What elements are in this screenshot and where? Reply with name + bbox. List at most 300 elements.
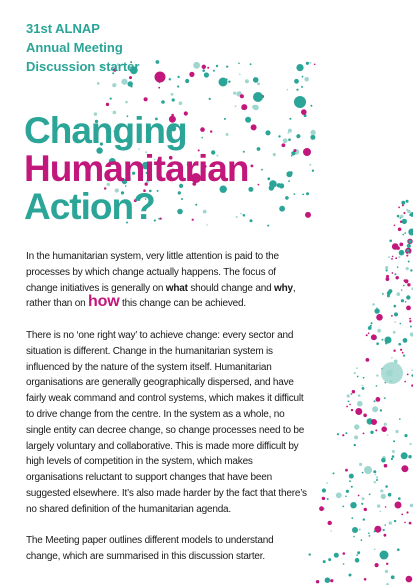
decorative-dot <box>349 474 354 479</box>
decorative-dot <box>403 355 405 357</box>
decorative-dot <box>356 367 358 369</box>
decorative-dot <box>351 409 353 411</box>
decorative-dot <box>322 497 325 500</box>
decorative-dot <box>294 193 296 195</box>
decorative-dot <box>391 357 393 359</box>
decorative-dot <box>357 551 360 554</box>
decorative-dot <box>408 240 412 244</box>
decorative-dot <box>385 570 388 573</box>
decorative-dot <box>351 393 353 395</box>
decorative-dot <box>309 553 311 555</box>
decorative-dot <box>406 209 408 211</box>
decorative-dot <box>380 551 389 560</box>
decorative-dot <box>306 192 309 195</box>
decorative-dot <box>228 81 230 83</box>
decorative-dot <box>302 194 304 196</box>
decorative-dot <box>404 279 408 283</box>
decorative-dot <box>383 529 385 531</box>
decorative-dot <box>376 374 378 376</box>
decorative-dot <box>354 372 356 374</box>
decorative-dot <box>392 272 394 274</box>
decorative-dot <box>267 177 270 180</box>
decorative-dot <box>392 256 394 258</box>
header-line-type: Discussion starter <box>26 59 140 74</box>
decorative-dot <box>171 93 174 96</box>
decorative-dot <box>362 497 365 500</box>
header-line-meeting: Annual Meeting <box>26 40 123 55</box>
decorative-dot <box>328 558 331 561</box>
decorative-dot <box>314 64 316 66</box>
decorative-dot <box>288 132 290 134</box>
decorative-dot <box>169 78 171 80</box>
decorative-dot <box>253 77 259 83</box>
decorative-dot <box>410 443 412 445</box>
decorative-dot <box>309 164 311 166</box>
decorative-dot <box>364 466 372 474</box>
decorative-dot <box>179 101 183 105</box>
decorative-dot <box>323 560 326 563</box>
decorative-dot <box>376 385 378 387</box>
decorative-dot <box>406 306 411 311</box>
decorative-dot <box>410 326 412 328</box>
decorative-dot <box>253 92 263 102</box>
decorative-dot <box>371 322 373 324</box>
decorative-dot <box>248 187 253 192</box>
decorative-dot <box>342 506 344 508</box>
decorative-dot <box>396 246 400 250</box>
decorative-dot <box>406 576 413 583</box>
title-line-3: Action? <box>24 186 155 227</box>
decorative-dot <box>351 517 353 519</box>
decorative-dot <box>189 72 194 77</box>
decorative-dot <box>310 105 312 107</box>
decorative-dot <box>316 580 319 583</box>
decorative-dot <box>301 86 303 88</box>
decorative-dot <box>325 577 331 583</box>
decorative-dot <box>312 170 314 172</box>
decorative-dot <box>388 289 392 293</box>
decorative-dot <box>288 138 291 141</box>
decorative-dot <box>233 92 236 95</box>
decorative-dot <box>407 374 409 376</box>
decorative-dot <box>384 464 388 468</box>
decorative-dot <box>403 212 405 214</box>
decorative-dot <box>389 521 392 524</box>
decorative-dot <box>393 350 395 352</box>
decorative-dot <box>395 502 402 509</box>
decorative-dot <box>347 394 350 397</box>
decorative-dot <box>384 397 386 399</box>
decorative-dot <box>391 575 395 579</box>
decorative-dot <box>407 283 410 286</box>
decorative-dot <box>374 481 376 483</box>
decorative-dot <box>310 130 315 135</box>
decorative-dot <box>346 406 348 408</box>
decorative-dot <box>381 494 386 499</box>
decorative-dot <box>353 536 355 538</box>
decorative-dot <box>403 338 408 343</box>
decorative-dot <box>401 452 408 459</box>
decorative-dot <box>405 301 407 303</box>
decorative-dot <box>303 148 311 156</box>
decorative-dot <box>384 524 386 526</box>
decorative-dot <box>395 257 397 259</box>
decorative-dot <box>374 549 376 551</box>
decorative-dot <box>342 434 344 436</box>
decorative-dot <box>352 527 358 533</box>
emphasis-how: how <box>88 293 120 311</box>
decorative-dot <box>394 273 396 275</box>
decorative-dot <box>252 105 257 110</box>
decorative-dot <box>364 508 367 511</box>
decorative-dot <box>257 147 261 151</box>
decorative-dot <box>309 62 311 64</box>
decorative-dot <box>387 434 389 436</box>
decorative-dot <box>394 312 398 316</box>
decorative-dot <box>251 165 254 168</box>
decorative-dot <box>305 212 311 218</box>
title-line-2: Humanitarian <box>24 148 249 189</box>
decorative-dot <box>322 488 326 492</box>
decorative-dot <box>396 276 399 279</box>
decorative-dot <box>110 98 112 100</box>
decorative-dot <box>351 486 353 488</box>
decorative-dot <box>408 455 411 458</box>
decorative-dot <box>362 387 365 390</box>
decorative-dot <box>269 180 277 188</box>
decorative-dot <box>261 169 263 171</box>
decorative-dot <box>368 332 370 334</box>
decorative-dot <box>362 472 364 474</box>
decorative-dot <box>380 489 383 492</box>
decorative-dot <box>226 66 228 68</box>
decorative-dot <box>393 440 395 442</box>
decorative-dot <box>129 76 132 79</box>
decorative-dot <box>278 135 280 137</box>
decorative-dot <box>391 315 393 317</box>
decorative-dot <box>358 495 360 497</box>
decorative-dot <box>400 323 402 325</box>
decorative-dot <box>328 521 332 525</box>
decorative-dot <box>389 240 392 243</box>
decorative-dot <box>293 149 296 152</box>
decorative-dot <box>296 89 298 91</box>
decorative-dot <box>349 404 351 406</box>
decorative-dot <box>408 253 410 255</box>
decorative-dot <box>288 129 292 133</box>
decorative-dot <box>330 579 333 582</box>
decorative-dot <box>391 458 393 460</box>
header-line-event: 31st ALNAP <box>26 21 100 36</box>
decorative-dot <box>368 326 372 330</box>
decorative-dot <box>361 539 363 541</box>
decorative-dot <box>406 267 409 270</box>
decorative-dot <box>288 180 290 182</box>
decorative-dot <box>207 67 209 69</box>
decorative-dot <box>241 104 247 110</box>
decorative-dot <box>128 81 133 86</box>
decorative-dot <box>350 502 356 508</box>
decorative-dot <box>377 504 380 507</box>
decorative-dot <box>97 82 100 85</box>
decorative-dot <box>155 72 166 83</box>
decorative-dot <box>370 325 372 327</box>
decorative-dot <box>402 352 404 354</box>
decorative-dot <box>250 219 253 222</box>
decorative-dot <box>366 358 370 362</box>
decorative-dot <box>354 444 356 446</box>
decorative-dot <box>156 60 160 64</box>
decorative-dot <box>361 503 363 505</box>
decorative-dot <box>336 492 342 498</box>
decorative-dot <box>401 299 404 302</box>
decorative-dot <box>371 334 377 340</box>
decorative-dot <box>296 134 300 138</box>
decorative-dot <box>397 215 400 218</box>
decorative-dot <box>406 511 408 513</box>
decorative-dot <box>374 400 376 402</box>
decorative-dot <box>400 349 402 351</box>
decorative-dot <box>401 201 405 205</box>
decorative-dot <box>294 79 299 84</box>
decorative-dot <box>177 76 179 78</box>
decorative-dot <box>374 530 376 532</box>
decorative-dot <box>289 118 291 120</box>
decorative-dot <box>358 394 361 397</box>
decorative-dot <box>368 532 370 534</box>
decorative-dot <box>376 476 378 478</box>
decorative-dot <box>209 98 211 100</box>
event-header <box>26 19 139 76</box>
decorative-dot <box>396 292 400 296</box>
decorative-dot <box>372 303 375 306</box>
decorative-dot <box>381 362 403 384</box>
decorative-dot <box>402 219 407 224</box>
decorative-dot <box>304 77 309 82</box>
decorative-dot <box>407 244 411 248</box>
title-line-1: Changing <box>24 110 187 151</box>
decorative-dot <box>388 256 390 258</box>
decorative-dot <box>385 506 387 508</box>
decorative-dot <box>384 534 387 537</box>
decorative-dot <box>375 429 377 431</box>
decorative-dot <box>385 266 388 269</box>
decorative-dot <box>327 498 329 500</box>
paragraph-change-context: There is no ‘one right way’ to achieve change: every sector and situation is different. Change in the humanitarian system is influenced by the nature of the system itself. Humanitarian organisations are generally geographically dispersed, and have fairly weak command and control systems, which makes it difficult to drive change from the centre. In the system as a whole, no single entity can decree change, so change processes need to be largely voluntary and collaborative. This is made more difficult by high levels of competition in the system, which makes organisations reluctant to support changes that have been suggested elsewhere. It’s also made harder by the fact that there’s no shared definition of the humanitarian agenda. <box>26 329 307 515</box>
decorative-dot <box>406 295 410 299</box>
decorative-dot <box>343 552 346 555</box>
decorative-dot <box>238 63 240 65</box>
decorative-dot <box>409 318 411 320</box>
decorative-dot <box>326 482 328 484</box>
decorative-dot <box>409 214 411 216</box>
decorative-dot <box>359 463 362 466</box>
decorative-dot <box>219 78 228 87</box>
body-text <box>26 249 308 581</box>
decorative-dot <box>239 74 241 76</box>
decorative-dot <box>282 143 286 147</box>
decorative-dot <box>391 258 393 260</box>
decorative-dot <box>306 62 309 65</box>
decorative-dot <box>375 563 379 567</box>
decorative-dot <box>363 433 365 435</box>
decorative-dot <box>285 196 289 200</box>
decorative-dot <box>404 381 406 383</box>
decorative-dot <box>213 70 215 72</box>
decorative-dot <box>364 578 367 581</box>
decorative-dot <box>376 397 381 402</box>
decorative-dot <box>267 225 269 227</box>
decorative-dot <box>330 530 332 532</box>
decorative-dot <box>404 434 407 437</box>
decorative-dot <box>337 433 339 435</box>
decorative-dot <box>402 204 404 206</box>
decorative-dot <box>377 329 381 333</box>
decorative-dot <box>406 255 408 257</box>
decorative-dot <box>273 153 276 156</box>
decorative-dot <box>359 528 361 530</box>
decorative-dot <box>386 269 388 271</box>
decorative-dot <box>202 65 206 69</box>
decorative-dot <box>386 563 388 565</box>
decorative-dot <box>258 184 260 186</box>
decorative-dot <box>397 266 399 268</box>
decorative-dot <box>257 82 260 85</box>
decorative-dot <box>401 465 408 472</box>
decorative-dot <box>346 490 349 493</box>
decorative-dot <box>235 105 237 107</box>
decorative-dot <box>398 256 400 258</box>
decorative-dot <box>406 249 409 252</box>
decorative-dot <box>410 269 412 271</box>
decorative-dot <box>402 234 404 236</box>
decorative-dot <box>369 494 371 496</box>
decorative-dot <box>345 496 347 498</box>
decorative-dot <box>348 401 350 403</box>
decorative-dot <box>363 518 365 520</box>
decorative-dot <box>380 409 382 411</box>
decorative-dot <box>394 305 397 308</box>
decorative-dot <box>399 243 403 247</box>
emphasis-why: why <box>274 282 293 294</box>
decorative-dot <box>366 334 368 336</box>
decorative-dot <box>400 221 402 223</box>
decorative-dot <box>283 138 288 143</box>
decorative-dot <box>349 574 352 577</box>
decorative-dot <box>357 401 363 407</box>
decorative-dot <box>349 480 351 482</box>
decorative-dot <box>393 331 396 334</box>
decorative-dot <box>397 548 400 551</box>
decorative-dot <box>161 100 165 104</box>
decorative-dot <box>363 414 367 418</box>
emphasis-what: what <box>165 282 188 294</box>
decorative-dot <box>371 419 377 425</box>
decorative-dot <box>286 171 292 177</box>
decorative-dot <box>382 293 384 295</box>
decorative-dot <box>202 69 205 72</box>
decorative-dot <box>392 455 395 458</box>
decorative-dot <box>398 228 402 232</box>
decorative-dot <box>279 206 285 212</box>
decorative-dot <box>395 430 398 433</box>
decorative-dot <box>398 497 401 500</box>
decorative-dot <box>345 432 347 434</box>
decorative-dot <box>250 63 252 65</box>
decorative-dot <box>376 342 379 345</box>
decorative-dot <box>408 261 410 263</box>
paragraph-intro: In the humanitarian system, very little attention is paid to the processes by which change actually happens. The focus of change initiatives is generally on what should change and why, rather than on how this change can be achieved. <box>26 251 296 311</box>
decorative-dot <box>374 308 379 313</box>
decorative-dot <box>265 130 270 135</box>
decorative-dot <box>352 390 355 393</box>
decorative-dot <box>245 79 249 83</box>
decorative-dot <box>356 554 358 556</box>
decorative-dot <box>401 514 403 516</box>
decorative-dot <box>376 479 378 481</box>
decorative-dot <box>394 225 396 227</box>
decorative-dot <box>216 65 218 67</box>
decorative-dot <box>333 472 335 474</box>
decorative-dot <box>399 250 405 256</box>
decorative-dot <box>409 320 411 322</box>
decorative-dot <box>158 87 160 89</box>
decorative-dot <box>345 469 348 472</box>
decorative-dot <box>177 85 179 87</box>
decorative-dot <box>399 418 401 420</box>
decorative-dot <box>357 376 359 378</box>
decorative-dot <box>401 289 403 291</box>
decorative-dot <box>277 183 281 187</box>
decorative-dot <box>310 135 315 140</box>
decorative-dot <box>193 62 200 69</box>
decorative-dot <box>386 275 389 278</box>
decorative-dot <box>404 522 406 524</box>
decorative-dot <box>363 377 365 379</box>
decorative-dot <box>204 72 209 77</box>
decorative-dot <box>355 558 360 563</box>
decorative-dot <box>362 385 364 387</box>
decorative-dot <box>380 511 382 513</box>
page-title <box>24 112 248 226</box>
decorative-dot <box>106 103 109 106</box>
decorative-dot <box>172 98 175 101</box>
decorative-dot <box>384 423 387 426</box>
decorative-dot <box>376 314 383 321</box>
decorative-dot <box>381 458 386 463</box>
decorative-dot <box>343 563 345 565</box>
decorative-dot <box>240 94 244 98</box>
decorative-dot <box>115 83 117 85</box>
decorative-dot <box>404 232 406 234</box>
decorative-dot <box>296 64 303 71</box>
decorative-dot <box>408 229 413 236</box>
decorative-dot <box>251 124 257 130</box>
decorative-dot <box>382 339 384 341</box>
decorative-dot <box>301 109 307 115</box>
decorative-dot <box>302 76 304 78</box>
decorative-dot <box>409 522 412 525</box>
decorative-dot <box>398 343 401 346</box>
decorative-dot <box>287 89 289 91</box>
decorative-dot <box>370 431 373 434</box>
decorative-dot <box>406 200 409 203</box>
decorative-dot <box>185 79 189 83</box>
decorative-dot <box>372 406 378 412</box>
decorative-dot <box>319 506 324 511</box>
decorative-dot <box>394 520 396 522</box>
decorative-dot <box>291 155 293 157</box>
